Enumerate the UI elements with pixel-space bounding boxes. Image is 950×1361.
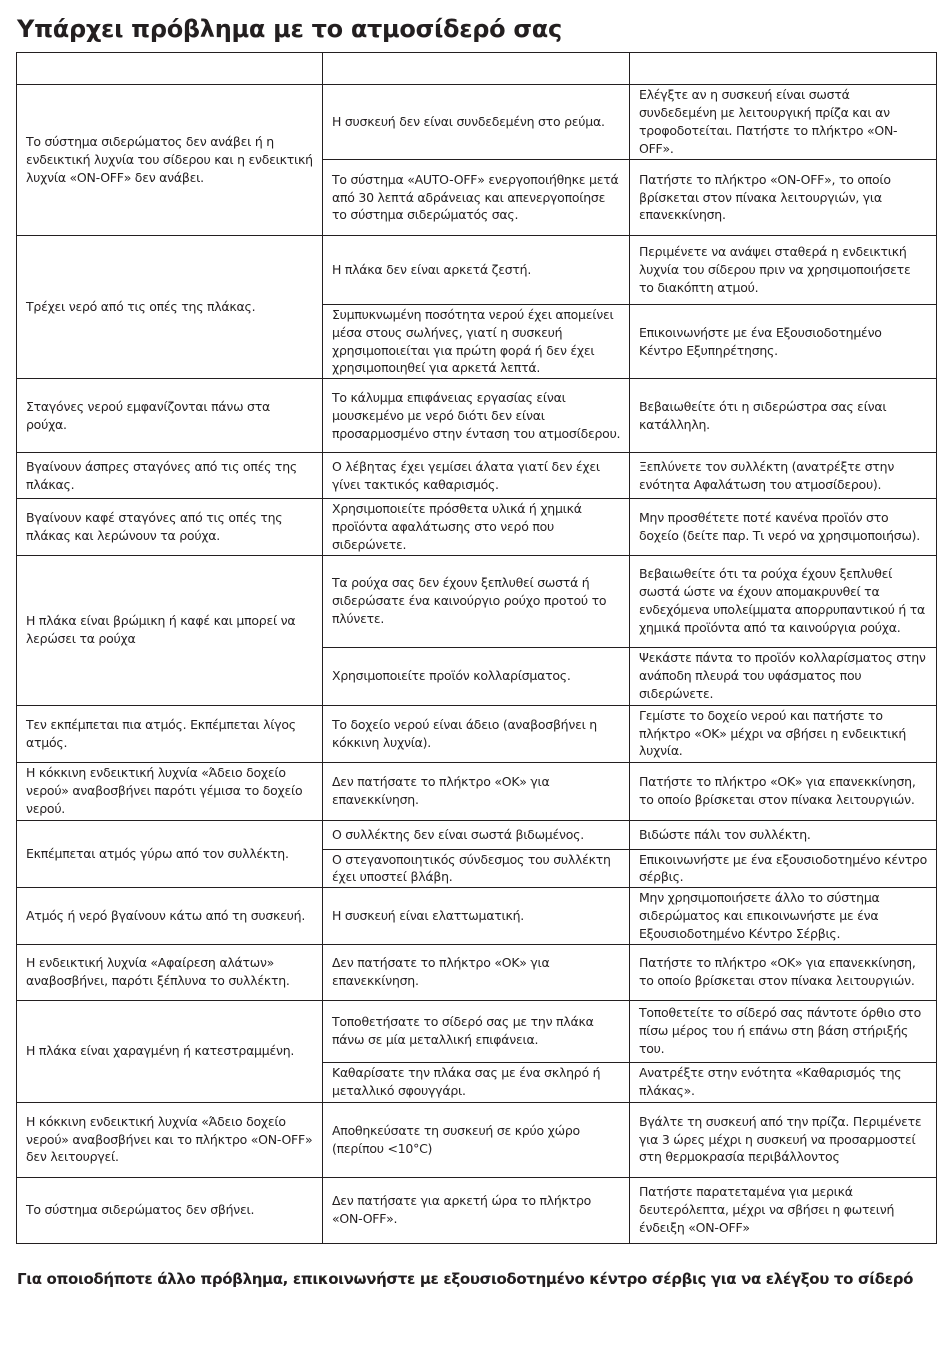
- cause-cell: Το δοχείο νερού είναι άδειο (αναβοσβήνει η κόκκινη λυχνία).: [323, 705, 630, 762]
- solution-cell: Ψεκάστε πάντα το προϊόν κολλαρίσματος στην ανάποδη πλευρά του υφάσματος που σιδερώνετε.: [630, 647, 937, 705]
- solution-cell: Βγάλτε τη συσκευή από την πρίζα. Περιμένετε για 3 ώρες μέχρι η συσκευή να προσαρμοστεί στη θερμοκρασία περιβάλλοντος: [630, 1102, 937, 1177]
- solution-cell: Πατήστε το πλήκτρο «OK» για επανεκκίνηση, το οποίο βρίσκεται στον πίνακα λειτουργιών.: [630, 762, 937, 820]
- table-row: [17, 1000, 937, 1062]
- solution-cell: Τοποθετείτε το σίδερό σας πάντοτε όρθιο στο πίσω μέρος του ή επάνω στη βάση στήριξής του.: [630, 1000, 937, 1062]
- solution-cell: Μην προσθέτετε ποτέ κανένα προϊόν στο δοχείο (δείτε παρ. Τι νερό να χρησιμοποιήσω).: [630, 499, 937, 555]
- table-row: [17, 499, 937, 555]
- cause-cell: Η συσκευή δεν είναι συνδεδεμένη στο ρεύμα.: [323, 85, 630, 160]
- solution-cell: Ανατρέξτε στην ενότητα «Καθαρισμός της πλάκας».: [630, 1062, 937, 1102]
- cause-cell: Το σύστημα «AUTO-OFF» ενεργοποιήθηκε μετά από 30 λεπτά αδράνειας και απενεργοποίησε το σύστημα σιδερώματός σας.: [323, 160, 630, 236]
- table-row: [17, 705, 937, 762]
- table-row: [17, 555, 937, 647]
- cause-cell: Αποθηκεύσατε τη συσκευή σε κρύο χώρο (περίπου <10°C): [323, 1102, 630, 1177]
- problem-cell: Ατμός ή νερό βγαίνουν κάτω από τη συσκευή.: [17, 888, 323, 944]
- table-row: [17, 888, 937, 944]
- cause-cell: Τοποθετήσατε το σίδερό σας με την πλάκα πάνω σε μία μεταλλική επιφάνεια.: [323, 1000, 630, 1062]
- cause-cell: Δεν πατήσατε για αρκετή ώρα το πλήκτρο «ON-OFF».: [323, 1177, 630, 1243]
- solution-cell: Επικοινωνήστε με ένα εξουσιοδοτημένο κέντρο σέρβις.: [630, 849, 937, 888]
- solution-cell: Ξεπλύνετε τον συλλέκτη (ανατρέξτε στην ενότητα Αφαλάτωση του ατμοσίδερου).: [630, 453, 937, 499]
- table-header-row: [17, 53, 937, 85]
- footer-note: Για οποιοδήποτε άλλο πρόβλημα, επικοινωνήστε με εξουσιοδοτημένο κέντρο σέρβις για να ελέγξου το σίδερό: [17, 1270, 914, 1288]
- problem-cell: Το σύστημα σιδερώματος δεν σβήνει.: [17, 1177, 323, 1243]
- solution-cell: Βεβαιωθείτε ότι τα ρούχα έχουν ξεπλυθεί σωστά ώστε να έχουν απομακρυνθεί τα ενδεχόμενα υπολείμματα απορρυπαντικού ή τα χημικά προϊόντα από τα καινούργια ρούχα.: [630, 555, 937, 647]
- cause-cell: Το κάλυμμα επιφάνειας εργασίας είναι μουσκεμένο με νερό διότι δεν είναι προσαρμοσμένο στην ένταση του ατμοσίδερου.: [323, 379, 630, 453]
- page-title: Υπάρχει πρόβλημα με το ατμοσίδερό σας: [17, 15, 562, 43]
- problem-cell: Η ενδεικτική λυχνία «Αφαίρεση αλάτων» αναβοσβήνει, παρότι ξέπλυνα το συλλέκτη.: [17, 944, 323, 1000]
- solution-cell: Μην χρησιμοποιήσετε άλλο το σύστημα σιδερώματος και επικοινωνήστε με ένα Εξουσιοδοτημένο Κέντρο Σέρβις.: [630, 888, 937, 944]
- cause-cell: Ο στεγανοποιητικός σύνδεσμος του συλλέκτη έχει υποστεί βλάβη.: [323, 849, 630, 888]
- cause-cell: Χρησιμοποιείτε προϊόν κολλαρίσματος.: [323, 647, 630, 705]
- cause-cell: Χρησιμοποιείτε πρόσθετα υλικά ή χημικά προϊόντα αφαλάτωσης στο νερό που σιδερώνετε.: [323, 499, 630, 555]
- solution-cell: Επικοινωνήστε με ένα Εξουσιοδοτημένο Κέντρο Εξυπηρέτησης.: [630, 305, 937, 379]
- cause-cell: Δεν πατήσατε το πλήκτρο «OK» για επανεκκίνηση.: [323, 762, 630, 820]
- solution-cell: Ελέγξτε αν η συσκευή είναι σωστά συνδεδεμένη με λειτουργική πρίζα και αν τροφοδοτείται. Πατήστε το πλήκτρο «ON-OFF».: [630, 85, 937, 160]
- table-row: [17, 1177, 937, 1243]
- table-row: [17, 453, 937, 499]
- table-row: [17, 1102, 937, 1177]
- solution-cell: Βιδώστε πάλι τον συλλέκτη.: [630, 820, 937, 849]
- problem-cell: Η πλάκα είναι βρώμικη ή καφέ και μπορεί να λερώσει τα ρούχα: [17, 555, 323, 705]
- solution-cell: Πατήστε παρατεταμένα για μερικά δευτερόλεπτα, μέχρι να σβήσει η φωτεινή ένδειξη «ON-OFF»: [630, 1177, 937, 1243]
- table-row: [17, 379, 937, 453]
- cause-cell: Συμπυκνωμένη ποσότητα νερού έχει απομείνει μέσα στους σωλήνες, γιατί η συσκευή χρησιμοποιείται για πρώτη φορά ή δεν έχει χρησιμοποιηθεί για αρκετά λεπτά.: [323, 305, 630, 379]
- header-cell-problem: [17, 53, 323, 85]
- troubleshooting-table-body: [17, 53, 937, 1244]
- problem-cell: Βγαίνουν καφέ σταγόνες από τις οπές της πλάκας και λερώνουν τα ρούχα.: [17, 499, 323, 555]
- problem-cell: Η πλάκα είναι χαραγμένη ή κατεστραμμένη.: [17, 1000, 323, 1102]
- solution-cell: Γεμίστε το δοχείο νερού και πατήστε το πλήκτρο «OK» μέχρι να σβήσει η ενδεικτική λυχνία.: [630, 705, 937, 762]
- problem-cell: Το σύστημα σιδερώματος δεν ανάβει ή η ενδεικτική λυχνία του σίδερου και η ενδεικτική λυχνία «ON-OFF» δεν ανάβει.: [17, 85, 323, 236]
- cause-cell: Ο λέβητας έχει γεμίσει άλατα γιατί δεν έχει γίνει τακτικός καθαρισμός.: [323, 453, 630, 499]
- header-cell-solution: [630, 53, 937, 85]
- table-row: [17, 85, 937, 160]
- table-row: [17, 944, 937, 1000]
- problem-cell: Η κόκκινη ενδεικτική λυχνία «Άδειο δοχείο νερού» αναβοσβήνει παρότι γέμισα το δοχείο νερού.: [17, 762, 323, 820]
- problem-cell: Τρέχει νερό από τις οπές της πλάκας.: [17, 236, 323, 379]
- cause-cell: Δεν πατήσατε το πλήκτρο «OK» για επανεκκίνηση.: [323, 944, 630, 1000]
- solution-cell: Πατήστε το πλήκτρο «OK» για επανεκκίνηση, το οποίο βρίσκεται στον πίνακα λειτουργιών.: [630, 944, 937, 1000]
- solution-cell: Πατήστε το πλήκτρο «ON-OFF», το οποίο βρίσκεται στον πίνακα λειτουργιών, για επανεκκίνηση.: [630, 160, 937, 236]
- problem-cell: Εκπέμπεται ατμός γύρω από τον συλλέκτη.: [17, 820, 323, 888]
- cause-cell: Ο συλλέκτης δεν είναι σωστά βιδωμένος.: [323, 820, 630, 849]
- header-cell-cause: [323, 53, 630, 85]
- solution-cell: Βεβαιωθείτε ότι η σιδερώστρα σας είναι κατάλληλη.: [630, 379, 937, 453]
- cause-cell: Καθαρίσατε την πλάκα σας με ένα σκληρό ή μεταλλικό σφουγγάρι.: [323, 1062, 630, 1102]
- problem-cell: Η κόκκινη ενδεικτική λυχνία «Άδειο δοχείο νερού» αναβοσβήνει και το πλήκτρο «ON-OFF» δεν λειτουργεί.: [17, 1102, 323, 1177]
- problem-cell: Τεν εκπέμπεται πια ατμός. Εκπέμπεται λίγος ατμός.: [17, 705, 323, 762]
- problem-cell: Σταγόνες νερού εμφανίζονται πάνω στα ρούχα.: [17, 379, 323, 453]
- cause-cell: Η πλάκα δεν είναι αρκετά ζεστή.: [323, 236, 630, 305]
- problem-cell: Βγαίνουν άσπρες σταγόνες από τις οπές της πλάκας.: [17, 453, 323, 499]
- solution-cell: Περιμένετε να ανάψει σταθερά η ενδεικτική λυχνία του σίδερου πριν να χρησιμοποιήσετε το διακόπτη ατμού.: [630, 236, 937, 305]
- table-row: [17, 820, 937, 849]
- cause-cell: Τα ρούχα σας δεν έχουν ξεπλυθεί σωστά ή σιδερώσατε ένα καινούργιο ρούχο προτού το πλύνετε.: [323, 555, 630, 647]
- cause-cell: Η συσκευή είναι ελαττωματική.: [323, 888, 630, 944]
- table-row: [17, 762, 937, 820]
- troubleshooting-table: [16, 52, 937, 1244]
- table-row: [17, 236, 937, 305]
